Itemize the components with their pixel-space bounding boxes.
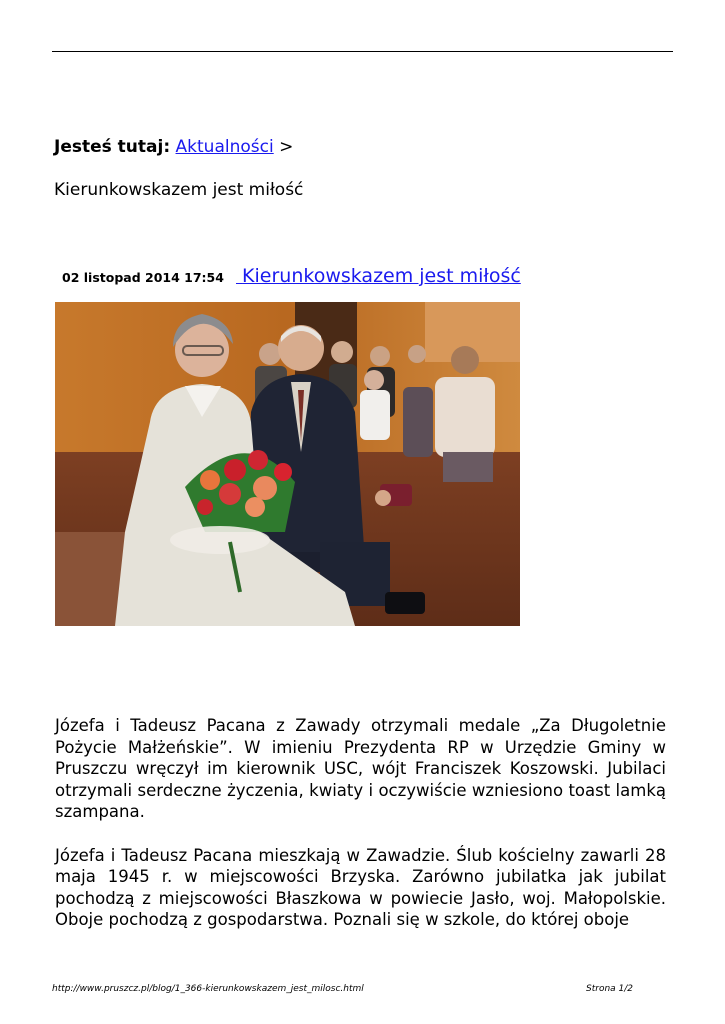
post-title-text: Kierunkowskazem jest miłość (242, 265, 521, 287)
page-title: Kierunkowskazem jest miłość (54, 180, 304, 200)
article-photo (55, 302, 520, 626)
footer-page-number: Strona 1/2 (586, 984, 634, 994)
breadcrumb-label: Jesteś tutaj: (54, 137, 171, 157)
post-date: 02 listopad 2014 17:54 (62, 270, 224, 285)
top-rule (52, 51, 673, 52)
article-paragraph-2: Józefa i Tadeusz Pacana mieszkają w Zawadzie. Ślub kościelny zawarli 28 maja 1945 r. w miejscowości Brzyska. Zarówno jubilatka jak jubilat pochodzą z miejscowości Błaszkowa w powiecie Jasło, woj. Małopolskie. Oboje pochodzą z gospodarstwa. Poznali się w szkole, do której oboje (55, 845, 666, 930)
footer-url: http://www.pruszcz.pl/blog/1_366-kierunkowskazem_jest_milosc.html (52, 984, 364, 994)
article-paragraph-1: Józefa i Tadeusz Pacana z Zawady otrzymali medale „Za Długoletnie Pożycie Małżeńskie”. W imieniu Prezydenta RP w Urzędzie Gminy w Pruszczu wręczył im kierownik USC, wójt Franciszek Koszowski. Jubilaci otrzymali serdeczne życzenia, kwiaty i oczywiście wzniesiono toast lamką szampana. (55, 716, 666, 822)
breadcrumb (54, 136, 293, 158)
article-body (55, 715, 666, 953)
breadcrumb-separator: > (279, 137, 294, 157)
breadcrumb-link-aktualnosci[interactable]: Aktualności (175, 137, 274, 157)
post-title-link[interactable] (236, 264, 521, 288)
